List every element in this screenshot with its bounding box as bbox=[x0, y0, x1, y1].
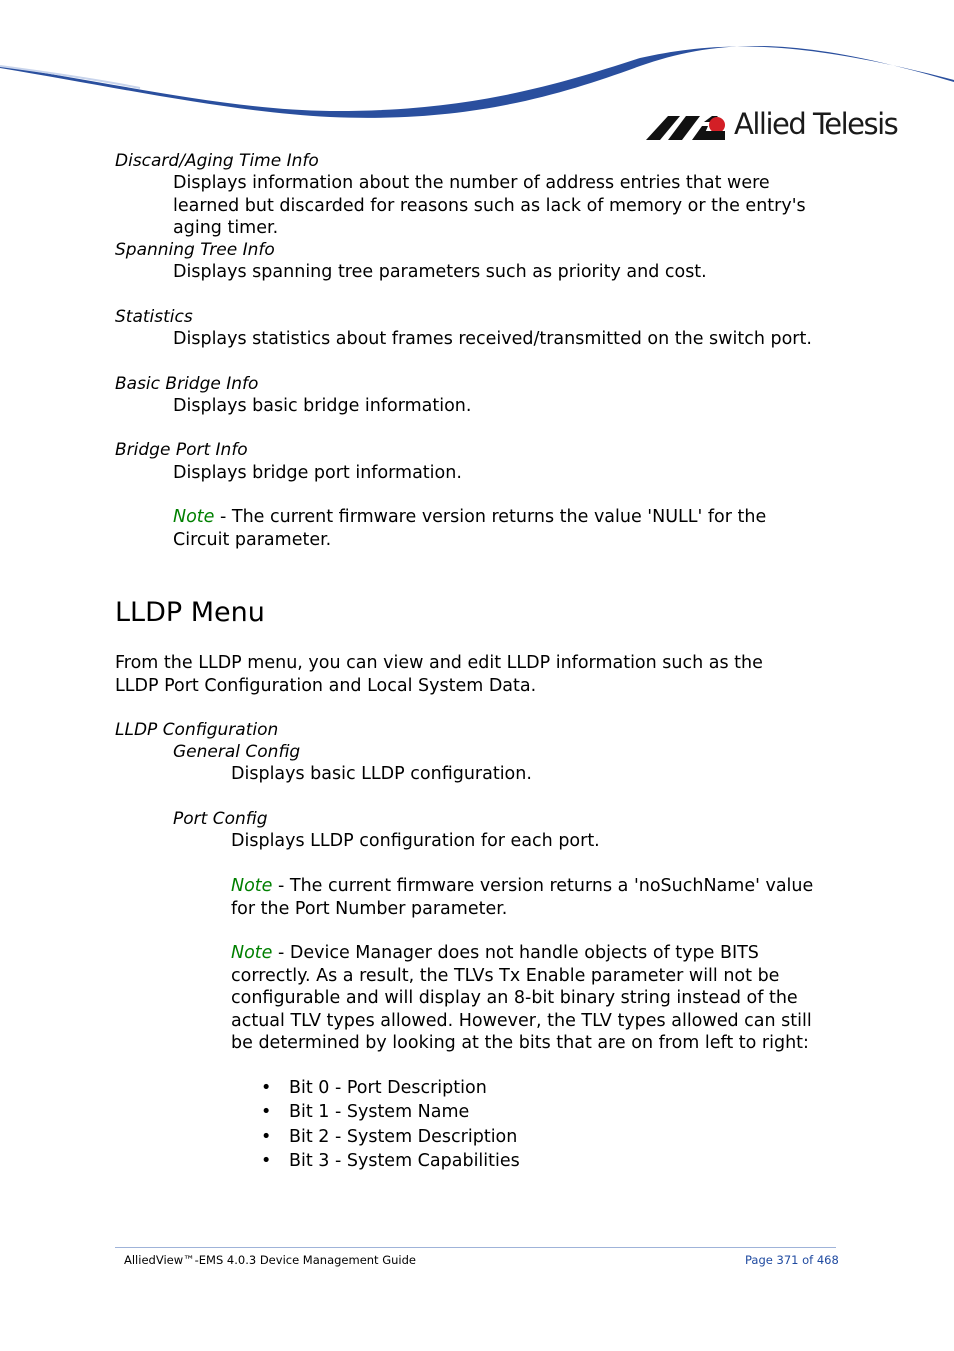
note-label: Note bbox=[231, 943, 273, 963]
term-basic-bridge: Basic Bridge Info bbox=[115, 374, 259, 394]
bullet-icon: • bbox=[261, 1102, 272, 1123]
desc-general-config: Displays basic LLDP configuration. bbox=[231, 764, 532, 784]
desc-statistics: Displays statistics about frames received/transmitted on the switch port. bbox=[173, 329, 812, 349]
swoosh-fade-left bbox=[0, 66, 140, 88]
list-item-text: Bit 3 - System Capabilities bbox=[289, 1150, 520, 1171]
note-label: Note bbox=[173, 507, 215, 527]
desc-bridge-port: Displays bridge port information. bbox=[173, 463, 462, 483]
page-of: of 468 bbox=[798, 1253, 839, 1267]
note-bits bbox=[231, 942, 839, 1055]
term-port-config: Port Config bbox=[173, 809, 268, 829]
page-label: Page 371 bbox=[745, 1253, 799, 1267]
lldp-intro: From the LLDP menu, you can view and edit LLDP information such as the LLDP Port Configuration and Local System Data. bbox=[115, 653, 763, 696]
note-port-number bbox=[231, 875, 821, 920]
list-item bbox=[231, 1100, 731, 1124]
note-text: - Device Manager does not handle objects of type BITS correctly. As a result, the TLVs Tx Enable parameter will not be configurable and will display an 8-bit binary string instead of the actual TLV types allowed. However, the TLV types allowed can still be determined by looking at the bits that are on from left to right: bbox=[231, 943, 812, 1053]
note-text: - The current firmware version returns the value 'NULL' for the Circuit parameter. bbox=[173, 507, 767, 550]
term-statistics: Statistics bbox=[115, 307, 193, 327]
desc-basic-bridge: Displays basic bridge information. bbox=[173, 396, 472, 416]
note-bridge-port bbox=[173, 506, 793, 551]
list-item-text: Bit 0 - Port Description bbox=[289, 1078, 487, 1098]
brand-logo bbox=[646, 107, 900, 144]
footer-divider bbox=[115, 1247, 836, 1248]
term-spanning-tree: Spanning Tree Info bbox=[115, 240, 275, 260]
term-discard-aging: Discard/Aging Time Info bbox=[115, 151, 319, 171]
list-item bbox=[231, 1125, 731, 1149]
note-text: - The current firmware version returns a 'noSuchName' value for the Port Number parameter. bbox=[231, 876, 814, 919]
footer-page-number bbox=[745, 1252, 839, 1268]
footer-guide-title: AlliedView™-EMS 4.0.3 Device Management Guide bbox=[124, 1253, 416, 1267]
desc-spanning-tree: Displays spanning tree parameters such as priority and cost. bbox=[173, 262, 707, 282]
list-item-text: Bit 2 - System Description bbox=[289, 1126, 518, 1147]
brand-name: Allied Telesis bbox=[734, 107, 898, 141]
term-general-config: General Config bbox=[173, 742, 301, 762]
logo-mark-icon bbox=[646, 112, 732, 142]
section-heading-lldp: LLDP Menu bbox=[115, 597, 265, 628]
list-item bbox=[231, 1149, 731, 1173]
list-item bbox=[231, 1076, 731, 1100]
bullet-icon: • bbox=[261, 1126, 272, 1147]
note-label: Note bbox=[231, 876, 273, 896]
bullet-icon: • bbox=[261, 1078, 272, 1098]
tlv-bits-list bbox=[231, 1076, 731, 1173]
term-lldp-configuration: LLDP Configuration bbox=[115, 720, 279, 740]
term-bridge-port: Bridge Port Info bbox=[115, 440, 248, 460]
desc-discard-aging: Displays information about the number of address entries that were learned but discarded for reasons such as lack of memory or the entry's aging timer. bbox=[173, 173, 806, 238]
list-item-text: Bit 1 - System Name bbox=[289, 1102, 470, 1123]
bullet-icon: • bbox=[261, 1150, 272, 1171]
desc-port-config: Displays LLDP configuration for each port. bbox=[231, 831, 600, 851]
